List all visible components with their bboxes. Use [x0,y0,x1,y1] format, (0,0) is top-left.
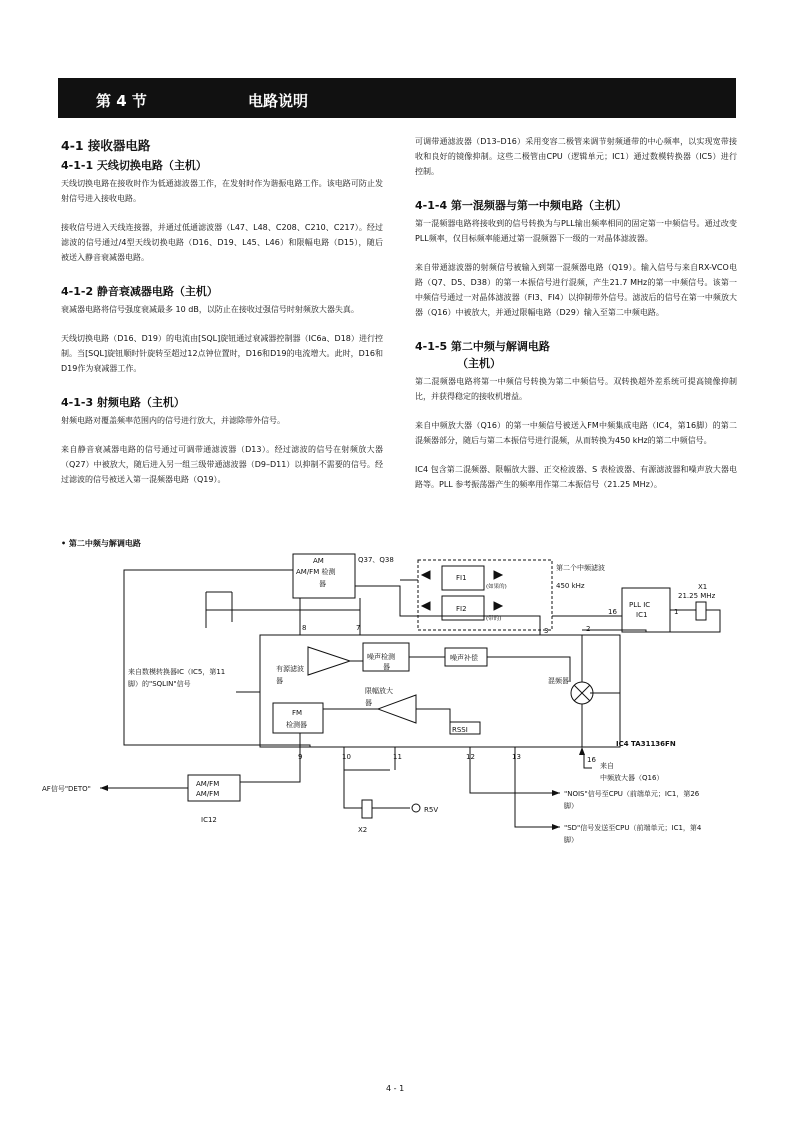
pin11-label: 11 [393,753,402,761]
pin16b-label: 16 [587,756,596,764]
fi1-label: FI1 [456,574,467,582]
pll-l2: IC1 [636,611,648,619]
nois-l1: "NOIS"信号至CPU（前端单元；IC1，第26 [564,790,700,798]
fm-det-l1: FM [292,709,303,717]
para-4-1-1-a: 天线切换电路在接收时作为低通滤波器工作，在发射时作为谐振电路工作。该电路可防止发射信号进入接收电路。 [61,179,383,203]
x2-label: X2 [358,826,368,834]
if-demod-circuit-diagram [42,550,750,850]
second-if-filter-box [418,560,552,630]
fi2-label: FI2 [456,605,467,613]
noise-comp-label: 噪声补偿 [450,654,478,662]
am-box-l3: 器 [319,580,326,588]
ic12-label: IC12 [201,816,217,824]
filter-label-l2: 450 kHz [556,582,585,590]
from-ifamp-l2: 中频放大器（Q16） [600,774,664,782]
x1-l1: X1 [698,583,708,591]
q37-label: Q37、Q38 [358,556,394,564]
rssi-label: RSSI [452,726,468,734]
page-number: 4 - 1 [386,1084,405,1093]
nois-l2: 脚） [564,802,578,810]
heading-4-1-5: 4-1-5 第二中频与解调电路 [415,340,550,353]
para-4-1-4-b: 来自带通滤波器的射频信号被输入到第一混频器电路（Q19）。输入信号与来自RX-VCO电路（Q7、D5、D38）的第一本振信号进行混频，产生21.7 MHz的第一中频信号。该第一中频信号通过一对晶体滤波器（FI3、FI4）以抑制带外信号。滤波后的信号在第一中频放大器（Q16）中被放大，并通过限幅电路（D29）输入至第二中频电路。 [415,263,737,317]
x1-crystal [696,602,706,620]
sd-l2: 脚） [564,836,578,844]
r5v-label: R5V [424,806,439,814]
amfm-l1: AM/FM [196,780,220,788]
limiter-l2: 器 [365,699,372,707]
pll-l1: PLL IC [629,601,651,609]
diagram-caption: • 第二中频与解调电路 [61,539,141,548]
heading-4-1-4: 4-1-4 第一混频器与第一中频电路（主机） [415,199,627,212]
pin7-label: 7 [356,624,361,632]
limiter-l1: 限幅放大 [365,687,393,695]
para-4-1-2-a: 衰减器电路将信号强度衰减最多 10 dB，以防止在接收过强信号时射频放大器失真。 [61,305,359,314]
section-title: 电路说明 [248,92,309,110]
pin13-label: 13 [512,753,521,761]
pin8-label: 8 [302,624,307,632]
sd-l1: "SD"信号发送至CPU（前端单元；IC1，第4 [564,824,702,832]
mixer-label: 混频器 [548,677,569,685]
x1-l2: 21.25 MHz [678,592,716,600]
para-4-1-3-a: 射频电路对覆盖频率范围内的信号进行放大，并滤除带外信号。 [61,416,285,425]
pin12-label: 12 [466,753,475,761]
para-4-1-5-c: IC4 包含第二混频器、限幅放大器、正交检波器、S 表检波器、有源滤波器和噪声放大器电路等。PLL 参考振荡器产生的频率用作第二本振信号（21.25 MHz）。 [415,465,737,489]
heading-4-1: 4-1 接收器电路 [61,138,151,153]
section-number: 第 4 节 [96,92,147,110]
ic4-label: IC4 TA31136FN [616,740,676,748]
am-fm-detector-box [293,554,355,598]
heading-4-1-1: 4-1-1 天线切换电路（主机） [61,159,207,172]
para-4-1-2-b: 天线切换电路（D16、D19）的电流由[SQL]旋钮通过衰减器控制器（IC6a、D18）进行控制。当[SQL]旋钮顺时针旋转至超过12点钟位置时，D16和D19的电流增大。此时，D16和D19作为衰减器工作。 [61,334,383,373]
active-filter-amp [308,647,350,675]
pin1-label: 1 [674,608,679,616]
fi1-note: (如果的) [486,584,507,590]
heading-4-1-5-sub: （主机） [457,357,501,370]
pin10-label: 10 [342,753,351,761]
amfm-l2: AM/FM [196,790,220,798]
filter-label-l1: 第二个中频滤波 [556,564,605,572]
para-4-1-5-b: 来自中频放大器（Q16）的第一中频信号被送入FM中频集成电路（IC4，第16脚）的第二混频器部分，随后与第二本振信号进行混频，从而转换为450 kHz的第二中频信号。 [415,421,737,445]
am-box-l1: AM [313,557,324,565]
r5v-terminal [412,804,420,812]
noise-det-l2: 器 [383,663,390,671]
para-4-1-3-b: 来自静音衰减器电路的信号通过可调带通滤波器（D13）。经过滤波的信号在射频放大器（Q27）中被放大，随后进入另一组三级带通滤波器（D9–D11）以抑制不需要的信号。经过滤波的信号被送入第一混频器电路（Q19）。 [61,445,383,484]
am-box-l2: AM/FM 检测 [296,568,336,576]
pin16-label: 16 [608,608,617,616]
heading-4-1-3: 4-1-3 射频电路（主机） [61,396,185,409]
x2-crystal [362,800,372,818]
from-ifamp-l1: 来自 [600,762,614,770]
para-4-1-1-b: 接收信号进入天线连接器，并通过低通滤波器（L47、L48、C208、C210、C217）。经过滤波的信号通过/4型天线切换电路（D16、D19、L45、L46）和限幅电路（D15），随后被送入静音衰减器电路。 [61,223,383,262]
fi2-note: (带的) [486,616,502,622]
pll-ic-box [622,588,670,632]
from-dac-l2: 脚）的"SQLIN"信号 [128,680,191,688]
af-label: AF信号"DETO" [42,785,91,793]
limiter-amp [378,695,416,723]
pin9-label: 9 [298,753,303,761]
from-dac-l1: 来自数模转换器IC（IC5，第11 [128,668,226,676]
fm-det-l2: 检测器 [286,721,307,729]
para-4-1-4-a: 第一混频器电路将接收到的信号转换为与PLL输出频率相同的固定第一中频信号。通过改变PLL频率，仅目标频率能通过第一混频器下一级的一对晶体滤波器。 [415,219,737,243]
section-header [58,78,736,118]
active-filter-l2: 器 [276,677,283,685]
noise-det-l1: 噪声检测 [367,653,395,661]
ic4-box [260,635,620,747]
active-filter-l1: 有源滤波 [276,665,304,673]
para-continued: 可调带通滤波器（D13–D16）采用变容二极管来调节射频通带的中心频率，以实现宽带接收和良好的镜像抑制。这些二极管由CPU（逻辑单元；IC1）通过数模转换器（IC5）进行控制。 [415,137,737,176]
pin2-label: 2 [586,625,591,633]
left-column [61,138,383,487]
pin3-label: 3 [544,627,549,635]
para-4-1-5-a: 第二混频器电路将第一中频信号转换为第二中频信号。双转换超外差系统可提高镜像抑制比，并获得稳定的接收机增益。 [415,377,737,401]
right-column [415,134,737,492]
heading-4-1-2: 4-1-2 静音衰减器电路（主机） [61,285,218,298]
